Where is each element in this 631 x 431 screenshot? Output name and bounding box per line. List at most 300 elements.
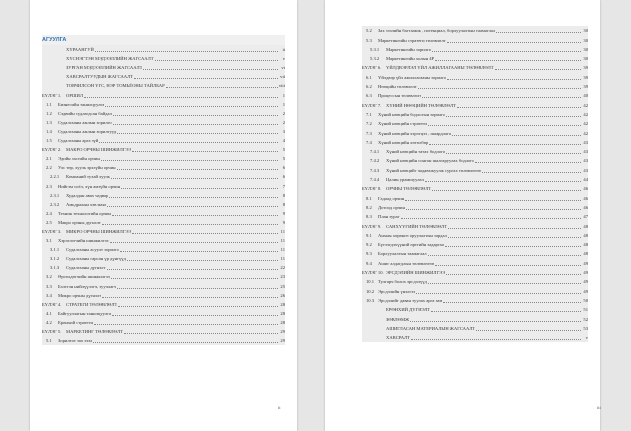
toc-entry-label: МАРКЕТИНГ ТӨЛӨВЛӨЛТ bbox=[66, 329, 123, 334]
toc-dot-leader bbox=[101, 160, 278, 161]
toc-entry-number: 5.2 bbox=[366, 28, 372, 34]
toc-entry-label: Судалгааны асуулт зорилго bbox=[66, 247, 120, 253]
toc-entry-label: ЭРСДЭЛИЙН ШИНЖИЛГЭЭ bbox=[386, 270, 446, 276]
toc-entry-page: 44 bbox=[583, 177, 588, 183]
toc-entry-number: БҮЛЭГ 3. bbox=[42, 228, 62, 234]
toc-entry-page: 43 bbox=[583, 149, 588, 155]
toc-dot-leader bbox=[422, 97, 581, 98]
toc-entry[interactable] bbox=[42, 218, 285, 227]
toc-entry-page: 8 bbox=[282, 192, 285, 198]
toc-entry[interactable] bbox=[362, 249, 588, 258]
toc-entry-label: ҮЙЛДВЭРЛЭЛ ҮЙЛ АЖИЛЛАГААНЫ ТӨЛӨВЛӨЛТ bbox=[386, 65, 494, 71]
toc-entry-label: ОРЧНЫ ТӨЛӨВЛӨЛТ bbox=[386, 186, 432, 192]
toc-entry[interactable] bbox=[362, 82, 588, 91]
toc-dot-leader bbox=[475, 162, 581, 163]
toc-entry-page: v bbox=[585, 335, 588, 341]
toc-dot-leader bbox=[127, 260, 278, 261]
toc-entry[interactable] bbox=[42, 100, 285, 109]
toc-entry[interactable] bbox=[42, 327, 285, 336]
toc-dot-leader bbox=[445, 246, 581, 247]
toc-entry-number: 4.1 bbox=[46, 310, 52, 316]
toc-dot-leader bbox=[452, 135, 581, 136]
toc-entry-number: 2.2.1 bbox=[50, 174, 60, 180]
toc-entry[interactable] bbox=[42, 81, 285, 90]
toc-entry[interactable] bbox=[42, 191, 285, 200]
toc-entry-page: 49 bbox=[583, 270, 588, 276]
toc-entry-label: ХҮРААНГУЙ bbox=[66, 47, 94, 53]
toc-entry-page: 26 bbox=[280, 292, 285, 298]
toc-entry[interactable] bbox=[42, 72, 285, 81]
toc-entry-label: Борлуулалтын таамаглал bbox=[378, 251, 427, 257]
toc-entry-number: БҮЛЭГ 1. bbox=[42, 92, 62, 98]
toc-entry[interactable] bbox=[362, 156, 588, 165]
toc-entry-page: 30 bbox=[583, 28, 588, 34]
toc-entry[interactable] bbox=[42, 254, 285, 263]
toc-entry-label: Өрсөлдөгчийн шинжилгээ bbox=[58, 274, 110, 280]
toc-entry-number: 10.1 bbox=[366, 279, 375, 285]
toc-dot-leader bbox=[435, 265, 581, 266]
toc-entry-page: 39 bbox=[583, 74, 588, 80]
toc-entry-page: 47 bbox=[583, 214, 588, 220]
toc-entry-label: ЕРӨНХИЙ ДҮГНЭЛТ bbox=[386, 307, 431, 313]
toc-dot-leader bbox=[447, 79, 581, 80]
toc-entry-page: 7 bbox=[282, 183, 285, 189]
toc-entry-page: 49 bbox=[583, 288, 588, 294]
toc-entry-label: ХҮНИЙ НӨӨЦИЙН ТӨЛӨВЛӨЛТ bbox=[386, 102, 456, 108]
toc-entry-number: 7.3 bbox=[366, 130, 372, 136]
toc-entry-number: 2.3 bbox=[46, 183, 52, 189]
toc-entries-left bbox=[42, 45, 285, 345]
toc-entry-number: 9.3 bbox=[366, 251, 372, 257]
toc-dot-leader bbox=[428, 125, 581, 126]
toc-entry-page: 49 bbox=[583, 279, 588, 285]
toc-dot-leader bbox=[446, 274, 581, 275]
toc-entry-page: 23 bbox=[280, 274, 285, 280]
toc-entry-number: 9.1 bbox=[366, 232, 372, 238]
toc-entry-label: САНХҮҮГИЙН ТӨЛӨВЛӨЛТ bbox=[386, 223, 447, 229]
toc-entry-page: vi bbox=[281, 65, 285, 71]
toc-entry[interactable] bbox=[362, 184, 588, 193]
toc-entry-label: МАКРО ОРЧНЫ ШИНЖИЛГЭЭ bbox=[66, 147, 132, 153]
toc-entry-page: 43 bbox=[583, 167, 588, 173]
toc-entry[interactable] bbox=[362, 203, 588, 212]
toc-entry-number: 7.4.3 bbox=[370, 167, 380, 173]
toc-dot-leader bbox=[496, 32, 581, 33]
toc-entry-page: 42 bbox=[583, 102, 588, 108]
toc-entry-label: Хүний нөөцийг чадавхжуулж сургах төлөвлөгөө bbox=[386, 167, 481, 173]
toc-entry-page: 11 bbox=[280, 228, 285, 234]
toc-entry[interactable] bbox=[362, 240, 588, 249]
toc-entry-label: Тулгарч болох эрсдэлүүд bbox=[378, 279, 427, 285]
toc-entry-label: Судалгааны гарсан үр дүнгүүд bbox=[66, 256, 126, 262]
toc-entry-number: 7.4.4 bbox=[370, 177, 380, 183]
toc-entry-number: 7.4.1 bbox=[370, 149, 380, 155]
toc-dot-leader bbox=[134, 78, 278, 79]
toc-entry-number: 2.2 bbox=[46, 165, 52, 171]
toc-entry[interactable] bbox=[42, 145, 285, 154]
toc-entry-page: 46 bbox=[583, 195, 588, 201]
toc-entry-label: Судалгааны дүгнэлт bbox=[66, 265, 106, 271]
toc-dot-leader bbox=[117, 133, 278, 134]
toc-dot-leader bbox=[99, 142, 278, 143]
toc-dot-leader bbox=[448, 237, 581, 238]
toc-entry[interactable] bbox=[42, 272, 285, 281]
toc-dot-leader bbox=[166, 87, 278, 88]
toc-entry-page: 42 bbox=[583, 130, 588, 136]
toc-dot-leader bbox=[120, 251, 278, 252]
toc-entry-label: Гадаад орчин bbox=[378, 195, 405, 201]
toc-entry[interactable] bbox=[42, 318, 285, 327]
toc-dot-leader bbox=[482, 172, 581, 173]
toc-entry-number: 10.2 bbox=[366, 288, 375, 294]
toc-entry-number: 1.1 bbox=[46, 101, 52, 107]
toc-entry-number: 3.2 bbox=[46, 274, 52, 280]
toc-entry-label: ХАВСРАЛТ bbox=[386, 335, 410, 341]
toc-entry[interactable] bbox=[362, 100, 588, 109]
toc-entry-number: 7.1 bbox=[366, 111, 372, 117]
toc-dot-leader bbox=[411, 339, 581, 340]
toc-entry-page: 2 bbox=[282, 119, 285, 125]
toc-entry-label: Сэдвийн судлагдсан байдал bbox=[58, 110, 112, 116]
toc-entry-page: 5 bbox=[282, 147, 285, 153]
toc-dot-leader bbox=[448, 228, 581, 229]
toc-entry-number: 2.5 bbox=[46, 219, 52, 225]
toc-entry-number: 7.4 bbox=[366, 139, 372, 145]
toc-entry-number: 7.4.2 bbox=[370, 158, 380, 164]
toc-dot-leader bbox=[124, 333, 278, 334]
toc-dot-leader bbox=[121, 188, 278, 189]
toc-entry-label: Макро орчны дүгнэлт bbox=[58, 219, 101, 225]
toc-entry-number: 5.3.2 bbox=[370, 56, 380, 62]
toc-entry[interactable] bbox=[362, 277, 588, 286]
toc-entry[interactable] bbox=[42, 154, 285, 163]
toc-entry-number: 8.2 bbox=[366, 204, 372, 210]
toc-entry[interactable] bbox=[42, 163, 285, 172]
toc-entry[interactable] bbox=[362, 314, 588, 323]
toc-entry-page: 48 bbox=[583, 223, 588, 229]
toc-entry[interactable] bbox=[42, 45, 285, 54]
toc-entry-number: 2.1 bbox=[46, 156, 52, 162]
toc-entry-label: Микро орчны дүгнэлт bbox=[58, 292, 102, 298]
toc-entry-number: БҮЛЭГ 4. bbox=[42, 301, 62, 307]
toc-dot-leader bbox=[117, 169, 278, 170]
toc-entry-number: 9.2 bbox=[366, 242, 372, 248]
page-number: iii bbox=[597, 405, 601, 410]
toc-entry-number: 6.2 bbox=[366, 84, 372, 90]
toc-entry-number: 3.1.3 bbox=[50, 265, 60, 271]
toc-entry-label: СТРАТЕГИ ТӨЛӨВЛӨЛТ bbox=[66, 301, 118, 307]
toc-entry[interactable] bbox=[42, 54, 285, 63]
toc-dot-leader bbox=[406, 209, 581, 210]
toc-entry-number: 8.3 bbox=[366, 214, 372, 220]
toc-entry[interactable] bbox=[42, 336, 285, 345]
toc-entry[interactable] bbox=[362, 165, 588, 174]
toc-entry-label: Бизнесийн танилцуулга bbox=[58, 101, 105, 107]
toc-entry-number: 5.3.1 bbox=[370, 46, 380, 52]
toc-entry-page: 5 bbox=[282, 156, 285, 162]
toc-entry-page: 22 bbox=[280, 265, 285, 271]
toc-entry[interactable] bbox=[362, 119, 588, 128]
toc-entry[interactable] bbox=[42, 263, 285, 272]
toc-dot-leader bbox=[118, 306, 278, 307]
toc-entry[interactable] bbox=[362, 212, 588, 221]
toc-entry-label: Хүний нөөцийн стратеги bbox=[378, 121, 427, 127]
toc-entry-number: 9.4 bbox=[366, 260, 372, 266]
toc-entry[interactable] bbox=[42, 236, 285, 245]
toc-entry-label: Ерөнхий стратеги bbox=[58, 319, 93, 325]
toc-entry-page: 29 bbox=[280, 338, 285, 344]
toc-dot-leader bbox=[416, 293, 581, 294]
toc-entry-page: 11 bbox=[280, 247, 285, 253]
toc-entry-page: 42 bbox=[583, 111, 588, 117]
toc-entry[interactable] bbox=[42, 245, 285, 254]
toc-entry-label: МИКРО ОРЧНЫ ШИНЖИЛГЭЭ bbox=[66, 228, 132, 234]
toc-entry-page: 28 bbox=[280, 301, 285, 307]
toc-dot-leader bbox=[155, 60, 278, 61]
toc-entry[interactable] bbox=[42, 291, 285, 300]
toc-entry-label: Судалгааны ажлын зорилго bbox=[58, 119, 112, 125]
toc-entry-number: 2.3.1 bbox=[50, 192, 60, 198]
toc-entry-label: Бүтээгдэхүүний өртгийн задаргаа bbox=[378, 242, 444, 248]
toc-entry-label: Хүний нөөцийн татах бодлого bbox=[386, 149, 446, 155]
toc-entry-number: 2.3.2 bbox=[50, 201, 60, 207]
toc-entry-label: Эрсдэлийг даван туулах арга зам bbox=[378, 297, 443, 303]
toc-entry-number: 7.2 bbox=[366, 121, 372, 127]
toc-entry[interactable] bbox=[362, 72, 588, 81]
toc-entry-page: 52 bbox=[583, 316, 588, 322]
toc-dot-leader bbox=[425, 181, 581, 182]
toc-entry-label: Компаний тухай хууль bbox=[66, 174, 110, 180]
toc-entry[interactable] bbox=[42, 63, 285, 72]
toc-entry-label: Амьдралын хэв маяг bbox=[66, 201, 107, 207]
toc-entry-label: Хүний нөөцийн хэрэгцээ , шаардлага bbox=[378, 130, 451, 136]
toc-entry-page: 25 bbox=[280, 283, 285, 289]
toc-entry-page: 4 bbox=[282, 138, 285, 144]
toc-entry[interactable] bbox=[42, 136, 285, 145]
toc-entry[interactable] bbox=[362, 45, 588, 54]
toc-entry-number: БҮЛЭГ 2. bbox=[42, 147, 62, 153]
toc-entry[interactable] bbox=[42, 109, 285, 118]
toc-entry[interactable] bbox=[42, 281, 285, 290]
toc-entry[interactable] bbox=[362, 333, 588, 342]
toc-entry-page: 11 bbox=[280, 256, 285, 262]
toc-entry-page: 30 bbox=[583, 56, 588, 62]
toc-entry-number: 1.5 bbox=[46, 138, 52, 144]
toc-entry-label: Нийгэм соёл, хүн амзүйн орчин bbox=[58, 183, 121, 189]
toc-entry-page: 3 bbox=[282, 128, 285, 134]
toc-entry-page: 51 bbox=[583, 307, 588, 313]
toc-entry-number: БҮЛЭГ 6. bbox=[362, 65, 382, 71]
toc-entry-label: Хүний нөөцийн хөтөлбөр bbox=[378, 139, 429, 145]
toc-entry-page: 43 bbox=[583, 158, 588, 164]
toc-entry-label: Судалгааны ажлын зорилтууд bbox=[58, 128, 117, 134]
toc-dot-leader bbox=[95, 51, 278, 52]
toc-entry-label: Эрсдэлийн үнэлгээ bbox=[378, 288, 416, 294]
toc-entry-label: Хэрэглэгчийн шинжилгээ bbox=[58, 238, 109, 244]
toc-entry-page: 53 bbox=[583, 325, 588, 331]
toc-title: АГУУЛГА bbox=[42, 35, 285, 45]
toc-entry-page: 29 bbox=[280, 329, 285, 334]
toc-entry-page: v bbox=[282, 56, 285, 62]
toc-entry-label: Процессын төлөвлөлт bbox=[378, 93, 422, 99]
toc-entry-label: Байгууллагын танилцуулга bbox=[58, 310, 111, 316]
toc-entry-number: 5.3 bbox=[366, 37, 372, 43]
toc-entry[interactable] bbox=[362, 305, 588, 314]
toc-entry-page: 43 bbox=[583, 139, 588, 145]
toc-entry-number: 3.1 bbox=[46, 238, 52, 244]
toc-entry[interactable] bbox=[362, 26, 588, 35]
toc-dot-leader bbox=[111, 178, 278, 179]
toc-dot-leader bbox=[446, 153, 581, 154]
toc-entry-label: Цалин урамшуулал bbox=[386, 177, 424, 183]
toc-dot-leader bbox=[435, 60, 581, 61]
toc-dot-leader bbox=[446, 116, 581, 117]
toc-entry-label: Бэлтгэн нийлүүлэгч, зуучлагч bbox=[58, 283, 117, 289]
toc-entry-page: 9 bbox=[282, 210, 285, 216]
toc-entry[interactable] bbox=[362, 147, 588, 156]
toc-entry[interactable] bbox=[362, 175, 588, 184]
toc-entry[interactable] bbox=[362, 286, 588, 295]
toc-page-right bbox=[325, 0, 600, 431]
toc-dot-leader bbox=[113, 124, 278, 125]
toc-dot-leader bbox=[112, 215, 278, 216]
toc-entry-page: 6 bbox=[282, 174, 285, 180]
toc-dot-leader bbox=[429, 144, 581, 145]
toc-entry-label: Хүний нөөцийн сонгон шалгаруулах бодлого bbox=[386, 158, 475, 164]
toc-entry[interactable] bbox=[362, 54, 588, 63]
toc-dot-leader bbox=[112, 315, 278, 316]
toc-dot-leader bbox=[405, 200, 581, 201]
toc-entry-number: 3.3 bbox=[46, 283, 52, 289]
toc-entry-page: ii bbox=[282, 47, 285, 53]
toc-entry-label: Хүний нөөцийн бодлогын зорилго bbox=[378, 111, 446, 117]
toc-dot-leader bbox=[401, 218, 582, 219]
toc-entry-label: ЗӨВЛӨМЖ bbox=[386, 316, 410, 322]
toc-entry[interactable] bbox=[42, 90, 285, 99]
toc-entry-label: Зорилтот зах зээл bbox=[58, 338, 93, 344]
toc-dot-leader bbox=[410, 321, 581, 322]
toc-entry-page: 46 bbox=[583, 204, 588, 210]
toc-entry-page: 48 bbox=[583, 251, 588, 257]
toc-entry-page: 39 bbox=[583, 84, 588, 90]
toc-entry-label: Дотоод орчин bbox=[378, 204, 405, 210]
toc-entry-number: 6.1 bbox=[366, 74, 372, 80]
toc-entry[interactable] bbox=[42, 118, 285, 127]
toc-dot-leader bbox=[94, 324, 278, 325]
toc-entry-label: ТОВЧИЛСОН ҮГС, НЭР ТОМЬЁОНЫ ТАЙЛБАР bbox=[66, 83, 165, 89]
toc-entry-label: Зах зээлийн багтаамж , потенциал, борлуулалтын таамаглал bbox=[378, 28, 496, 34]
toc-entry[interactable] bbox=[42, 181, 285, 190]
toc-entry[interactable] bbox=[362, 324, 588, 333]
toc-entry[interactable] bbox=[362, 128, 588, 137]
toc-entry-page: 48 bbox=[583, 242, 588, 248]
toc-entry-page: 30 bbox=[583, 46, 588, 52]
toc-dot-leader bbox=[110, 242, 278, 243]
toc-dot-leader bbox=[457, 107, 581, 108]
toc-list-left bbox=[42, 35, 285, 345]
page-number: ii bbox=[278, 405, 281, 410]
toc-entry-number: 2.4 bbox=[46, 210, 52, 216]
toc-entry-label: Маркетингийн зорилго bbox=[386, 46, 432, 52]
toc-entry[interactable] bbox=[42, 127, 285, 136]
toc-dot-leader bbox=[428, 255, 581, 256]
toc-entry[interactable] bbox=[362, 91, 588, 100]
toc-entry-label: Худалдан авах чадвар bbox=[66, 192, 109, 198]
toc-entry[interactable] bbox=[362, 110, 588, 119]
toc-entry[interactable] bbox=[362, 296, 588, 305]
toc-dot-leader bbox=[132, 151, 278, 152]
toc-entry-page: 28 bbox=[280, 310, 285, 316]
toc-entry-number: 1.4 bbox=[46, 128, 52, 134]
toc-entry-number: 3.1.1 bbox=[50, 247, 60, 253]
toc-entry[interactable] bbox=[42, 300, 285, 309]
toc-entry-number: БҮЛЭГ 5. bbox=[42, 329, 62, 334]
toc-entry-page: 30 bbox=[583, 37, 588, 43]
toc-dot-leader bbox=[105, 106, 278, 107]
toc-entry-number: 5.1 bbox=[46, 338, 52, 344]
toc-entry-number: 1.2 bbox=[46, 110, 52, 116]
toc-entry-label: План зураг bbox=[378, 214, 400, 220]
toc-entry[interactable] bbox=[362, 221, 588, 230]
toc-entry-label: АШИГЛАСАН МАТЕРИАЛЫН ЖАГСААЛТ bbox=[386, 325, 476, 331]
toc-entry-number: 10.3 bbox=[366, 297, 375, 303]
toc-entry-number: БҮЛЭГ 8. bbox=[362, 186, 382, 192]
toc-entry-label: Нөөцийн төлөвлөлт bbox=[378, 84, 417, 90]
toc-entry[interactable] bbox=[362, 258, 588, 267]
toc-entry-page: 40 bbox=[583, 93, 588, 99]
toc-entry[interactable] bbox=[362, 231, 588, 240]
toc-entry[interactable] bbox=[362, 268, 588, 277]
toc-dot-leader bbox=[107, 206, 278, 207]
toc-entry-page: viii bbox=[278, 83, 285, 89]
toc-dot-leader bbox=[117, 288, 278, 289]
toc-entry[interactable] bbox=[362, 193, 588, 202]
toc-dot-leader bbox=[447, 42, 581, 43]
toc-entry-label: Маркетингийн холын 4P bbox=[386, 56, 435, 62]
toc-dot-leader bbox=[143, 69, 278, 70]
toc-entry-label: ХАВСРАЛТУУДЫН ЖАГСААЛТ bbox=[66, 74, 134, 80]
toc-dot-leader bbox=[102, 224, 278, 225]
toc-entry[interactable] bbox=[42, 209, 285, 218]
toc-dot-leader bbox=[432, 51, 581, 52]
toc-entry[interactable] bbox=[362, 35, 588, 44]
toc-page-left bbox=[30, 0, 297, 431]
toc-entry[interactable] bbox=[362, 138, 588, 147]
toc-entry-page: 8 bbox=[282, 201, 285, 207]
toc-entry-page: 9 bbox=[282, 219, 285, 225]
toc-entry[interactable] bbox=[362, 63, 588, 72]
toc-dot-leader bbox=[132, 233, 278, 234]
toc-entry[interactable] bbox=[42, 309, 285, 318]
toc-entry-label: Үйлдвэр үйл ажиллагааны зорилго bbox=[378, 74, 447, 80]
toc-entry-number: БҮЛЭГ 7. bbox=[362, 102, 382, 108]
toc-entry-label: Ашиг алдагдлын төлөвлөгөө bbox=[378, 260, 435, 266]
toc-entry-page: 46 bbox=[583, 186, 588, 192]
toc-entry-page: 28 bbox=[280, 319, 285, 325]
toc-entry[interactable] bbox=[42, 172, 285, 181]
toc-entry-number: 3.1.2 bbox=[50, 256, 60, 262]
toc-entry-page: 6 bbox=[282, 165, 285, 171]
toc-entry-page: 1 bbox=[282, 101, 285, 107]
toc-entry-page: 1 bbox=[282, 92, 285, 98]
toc-entry[interactable] bbox=[42, 200, 285, 209]
toc-entry-number: БҮЛЭГ 10. bbox=[362, 270, 384, 276]
toc-entry[interactable] bbox=[42, 227, 285, 236]
toc-entry-label: Улс төр, хууль эрхзүйн орчин bbox=[58, 165, 116, 171]
toc-dot-leader bbox=[495, 69, 581, 70]
toc-dot-leader bbox=[418, 88, 581, 89]
toc-entry-page: 42 bbox=[583, 121, 588, 127]
